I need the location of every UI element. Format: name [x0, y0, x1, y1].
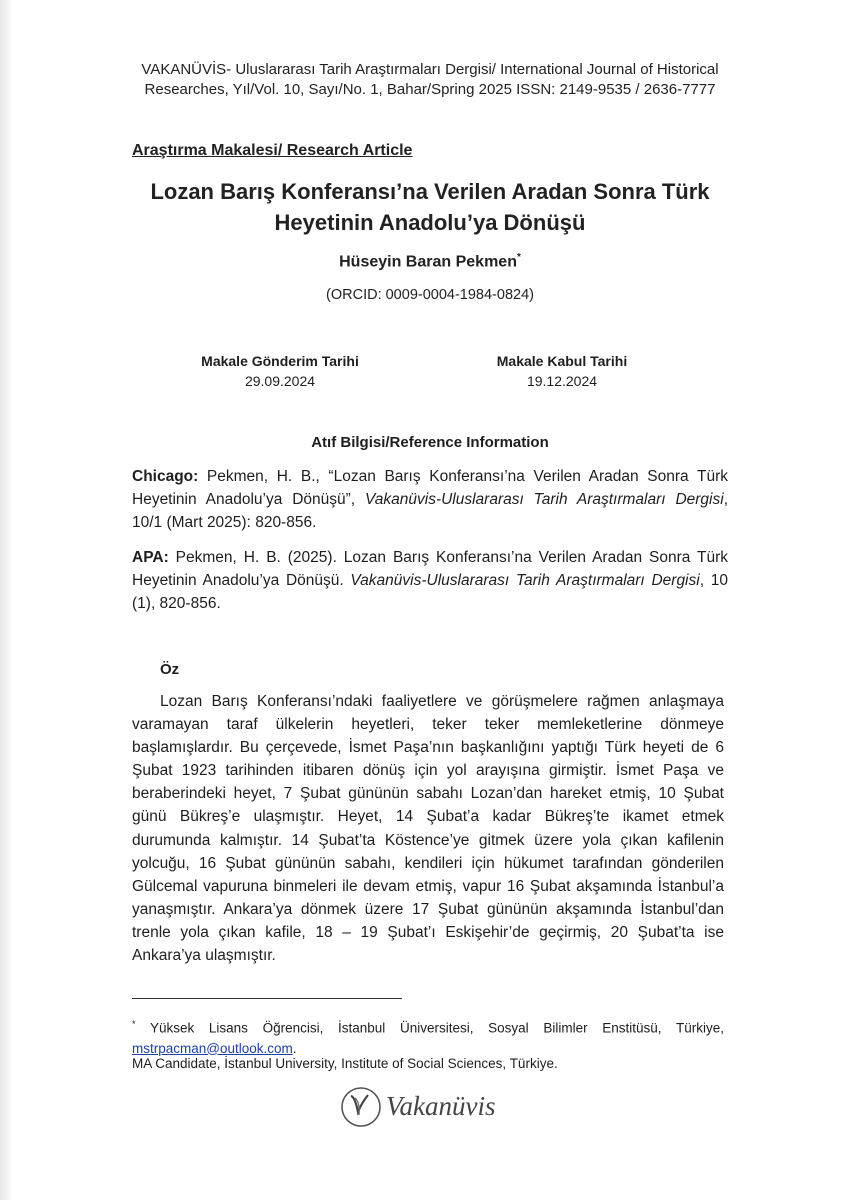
acceptance-date-label: Makale Kabul Tarihi [496, 353, 628, 369]
chicago-text-2: , 10/1 (Mart 2025): 820-856. [132, 491, 729, 531]
apa-citation [132, 546, 728, 615]
journal-header-line1: VAKANÜVİS- Uluslararası Tarih Araştırmaları Dergisi/ International Journal of Historical [141, 61, 719, 78]
abstract-heading: Öz [160, 661, 180, 678]
footnote-divider [132, 998, 402, 999]
journal-header-line2: Researches, Yıl/Vol. 10, Sayı/No. 1, Bahar/Spring 2025 ISSN: 2149-9535 / 2636-7777 [144, 81, 716, 98]
footnote-email-suffix: . [292, 1040, 297, 1056]
journal-header [100, 60, 760, 100]
submission-date-block [150, 351, 410, 391]
vakanuvis-logo-image [338, 1082, 518, 1132]
svg-text:Vakanüvis: Vakanüvis [386, 1091, 496, 1121]
article-title [100, 176, 760, 238]
author-email-link[interactable]: mstrpacman@outlook.com [132, 1040, 293, 1056]
apa-text-1: Pekmen, H. B. (2025). Lozan Barış Konferansı’na Verilen Aradan Sonra Türk Heyetinin Anadolu’ya Dönüşü. [132, 549, 728, 589]
author-footnote-marker: * [516, 252, 521, 263]
submission-date-value: 29.09.2024 [244, 373, 316, 389]
page-edge-shadow [0, 0, 14, 1200]
vakanuvis-logo [0, 1082, 853, 1132]
footnote-text-tr: Yüksek Lisans Öğrencisi, İstanbul Üniversitesi, Sosyal Bilimler Enstitüsü, Türkiye, [135, 1020, 724, 1036]
footnote-english: MA Candidate, İstanbul University, Institute of Social Sciences, Türkiye. [132, 1056, 558, 1071]
apa-text-2: , 10 (1), 820-856. [132, 572, 728, 612]
author [100, 252, 760, 271]
submission-date-label: Makale Gönderim Tarihi [201, 353, 359, 369]
acceptance-date-block [432, 351, 692, 391]
footnote-marker: * [132, 1019, 136, 1029]
article-type: Araştırma Makalesi/ Research Article [132, 142, 413, 159]
chicago-journal: Vakanüvis-Uluslararası Tarih Araştırmaları Dergisi [365, 491, 724, 508]
chicago-text-1: Pekmen, H. B., “Lozan Barış Konferansı’na Verilen Aradan Sonra Türk Heyetinin Anadolu’ya Dönüşü”, [132, 468, 728, 508]
article-title-line1: Lozan Barış Konferansı’na Verilen Aradan Sonra Türk [150, 179, 710, 204]
author-orcid: (ORCID: 0009-0004-1984-0824) [326, 287, 534, 303]
apa-journal: Vakanüvis-Uluslararası Tarih Araştırmaları Dergisi [350, 572, 700, 589]
abstract-body: Lozan Barış Konferansı’ndaki faaliyetlere ve görüşmelere rağmen anlaşmaya varamayan taraf ülkelerin heyetleri, teker teker memleketlerine dönmeye başlamışlardır. Bu çerçevede, İsmet Paşa’nın başkanlığını yaptığı Türk heyeti de 6 Şubat 1923 tarihinden itibaren dönüş için yol arayışına girmiştir. İsmet Paşa ve beraberindeki heyet, 7 Şubat gününün sabahı Lozan’dan hareket etmiş, 10 Şubat günü Bükreş’e ulaşmıştır. Heyet, 14 Şubat’a kadar Bükreş’te ikamet etmek durumunda kalmıştır. 14 Şubat’ta Köstence’ye gitmek üzere yola çıkan kafilenin yolcuğu, 16 Şubat gününün sabahı, kendileri için hükumet tarafından gönderilen Gülcemal vapuruna binmeleri ile devam etmiş, vapur 16 Şubat akşamında İstanbul’a yanaşmıştır. Ankara’ya dönmek üzere 17 Şubat gününün akşamında İstanbul’dan trenle yola çıkan kafile, 18 – 19 Şubat’ı Eskişehir’de geçirmiş, 20 Şubat’ta ise Ankara’ya ulaşmıştır. [132, 693, 724, 965]
reference-heading: Atıf Bilgisi/Reference Information [311, 434, 549, 451]
article-title-line2: Heyetinin Anadolu’ya Dönüşü [274, 210, 586, 235]
chicago-label: Chicago: [132, 468, 199, 485]
article-dates [0, 351, 853, 391]
author-name: Hüseyin Baran Pekmen [339, 253, 517, 271]
footnote-turkish [132, 1014, 724, 1059]
chicago-citation [132, 465, 728, 534]
apa-label: APA: [132, 549, 169, 566]
acceptance-date-value: 19.12.2024 [526, 373, 598, 389]
